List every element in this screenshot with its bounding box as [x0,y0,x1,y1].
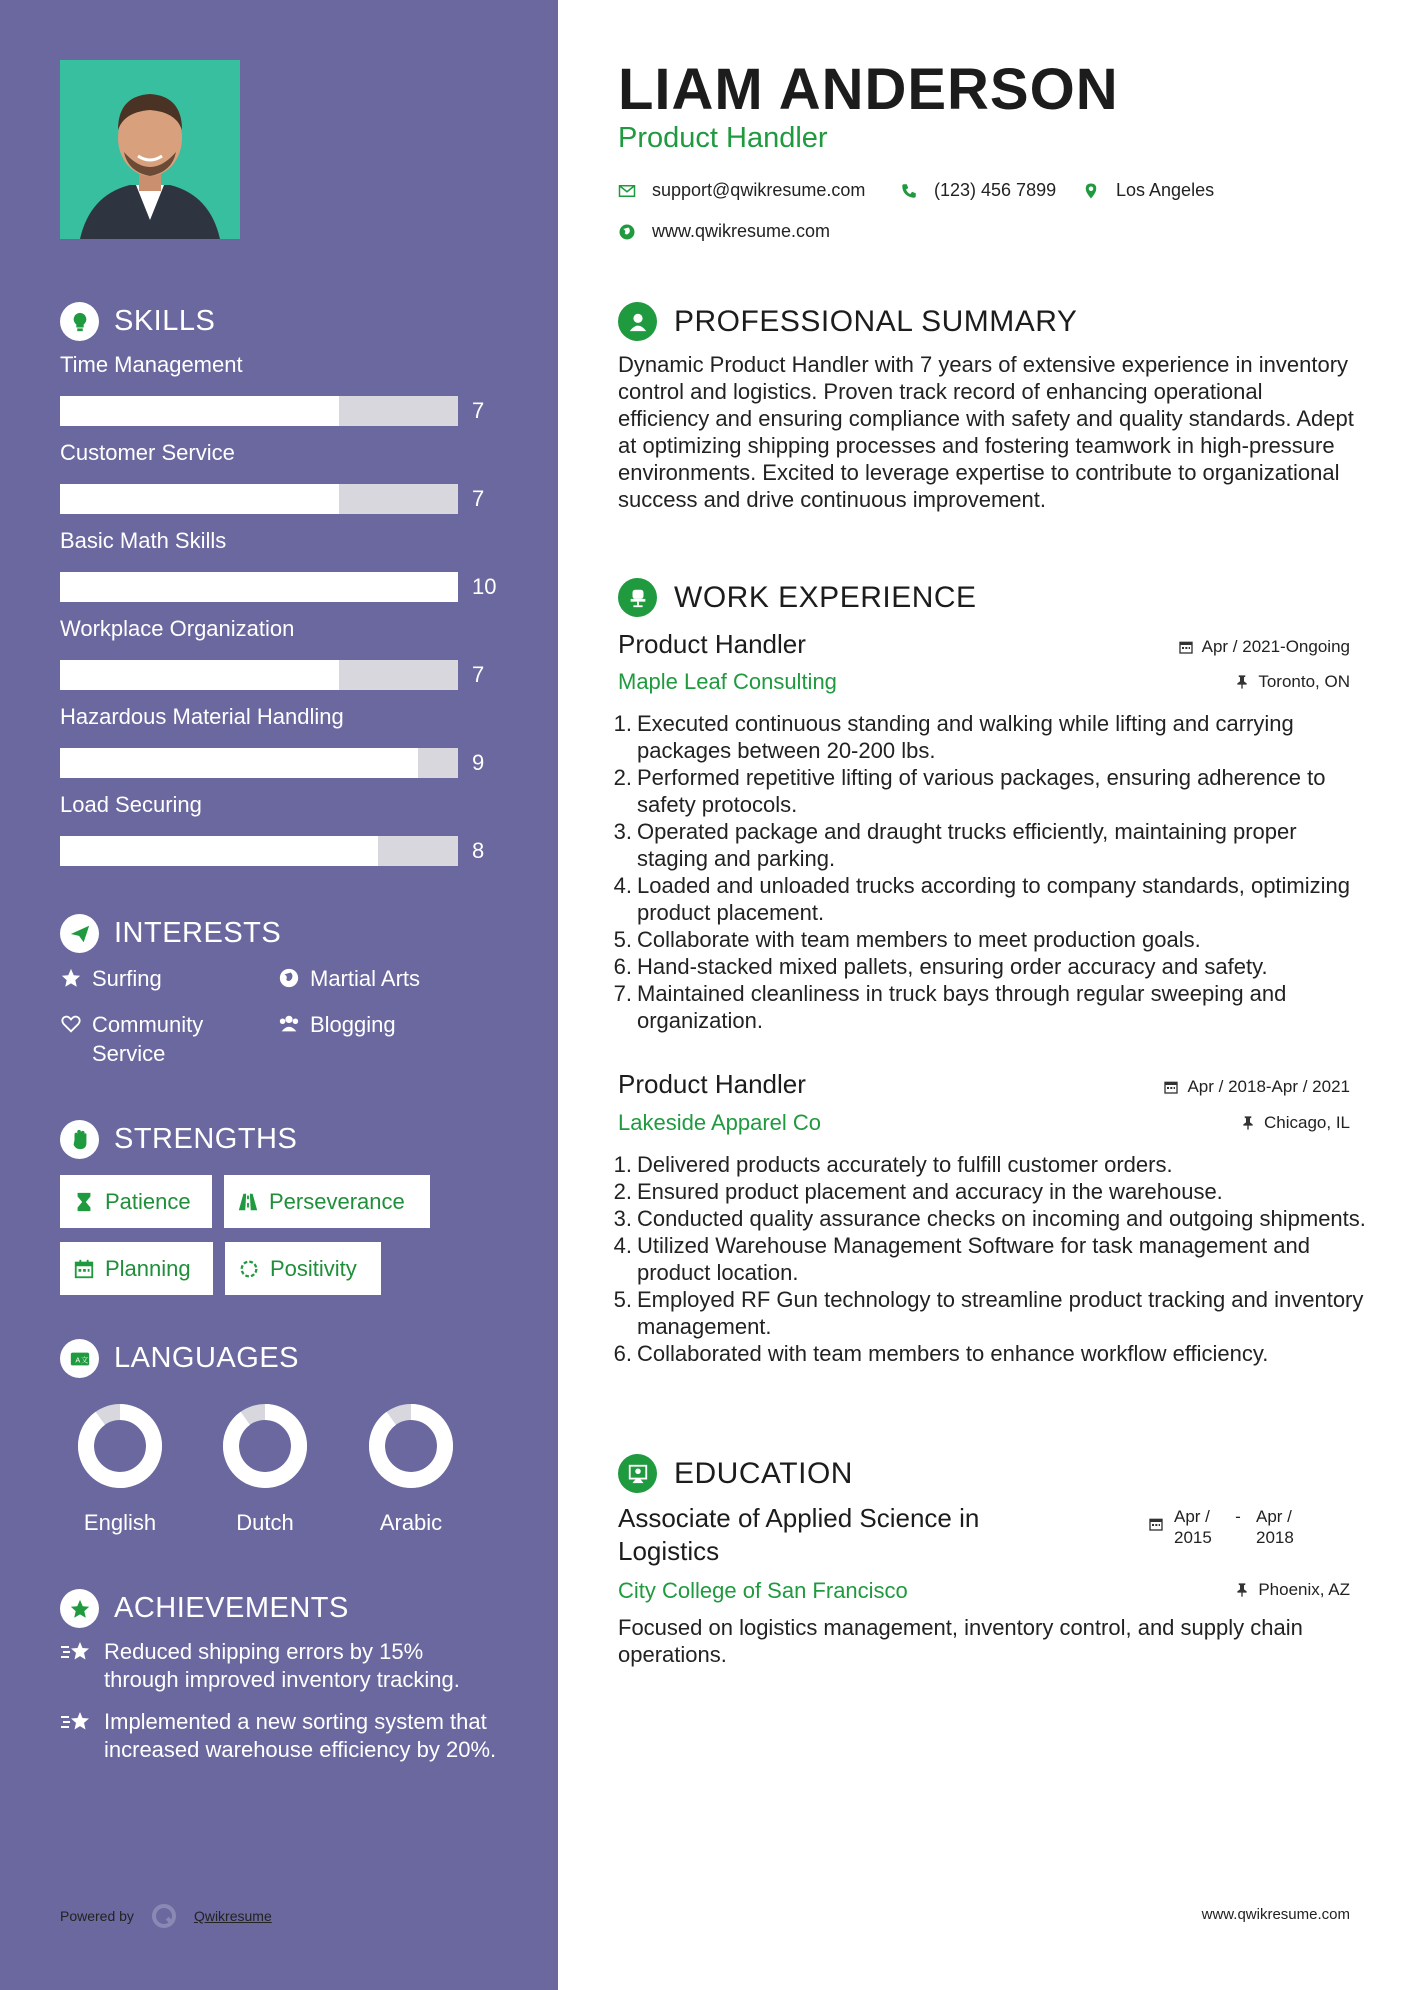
language-name: English [83,1510,157,1535]
summary-title: PROFESSIONAL SUMMARY [674,304,1078,338]
strengths-title: STRENGTHS [114,1123,298,1155]
graduation-icon [618,1454,657,1493]
hourglass-icon [73,1191,95,1213]
paper-plane-icon [60,914,99,953]
responsibility-text: Collaborate with team members to meet production goals. [637,927,1201,952]
list-number: 3. [613,819,632,844]
candidate-role: Product Handler [618,122,828,154]
language-ring [76,1402,164,1490]
pushpin-icon [1234,1582,1250,1598]
pushpin-icon [1240,1115,1256,1131]
list-number: 2. [613,765,632,790]
list-number: 1. [613,1152,632,1177]
skill-bar-fill [60,836,378,866]
list-number: 7. [613,981,632,1006]
language-icon [60,1339,99,1378]
responsibility-item [610,1232,1370,1286]
company-name: Maple Leaf Consulting [618,669,837,694]
skill-row [60,616,500,687]
skill-name: Customer Service [60,440,235,465]
skill-row [60,440,500,511]
skill-name: Hazardous Material Handling [60,704,344,729]
list-number: 5. [613,1287,632,1312]
calendar-icon [1148,1516,1164,1532]
responsibility-item [610,764,1370,818]
user-icon [618,302,657,341]
skill-value: 7 [472,486,485,511]
responsibility-text: Loaded and unloaded trucks according to company standards, optimizing product placement. [637,873,1351,925]
experience-heading [618,578,977,617]
shooting-star-icon [60,1638,92,1666]
interests-title: INTERESTS [114,917,282,949]
language-name: Dutch [236,1510,294,1535]
svg-text:文: 文 [80,1355,89,1365]
skill-row [60,792,500,863]
users-icon [278,1013,300,1035]
job-location: Toronto, ON [1234,672,1350,692]
job-responsibilities [610,710,1370,1034]
award-star-icon [60,1589,99,1628]
skill-value: 7 [472,662,485,687]
strength-patience: Patience [60,1175,212,1228]
map-pin-icon [1082,182,1100,200]
powered-label: Powered by [60,1908,134,1924]
main-content [558,0,1407,1990]
skill-bar [60,836,458,866]
company-name: Lakeside Apparel Co [618,1110,822,1135]
calendar-icon [1178,639,1194,655]
skill-bar-fill [60,396,339,426]
strength-positivity: Positivity [225,1242,381,1295]
shooting-star-icon [60,1708,92,1736]
responsibility-text: Utilized Warehouse Management Software for task management and product location. [637,1233,1310,1285]
contact-location: Los Angeles [1082,180,1214,201]
responsibility-text: Performed repetitive lifting of various packages, ensuring adherence to safety protocols. [637,765,1326,817]
interest-item-martial-arts: Martial Arts [278,964,420,993]
skill-name: Time Management [60,352,243,377]
skill-bar [60,484,458,514]
list-number: 6. [613,954,632,979]
languages-heading [60,1339,299,1378]
skill-bar-fill [60,484,339,514]
education-start: Apr / 2015 [1174,1507,1212,1547]
list-number: 4. [613,1233,632,1258]
profile-photo [60,60,240,239]
job-dates: Apr / 2021-Ongoing [1178,637,1350,657]
globe-icon [618,223,636,241]
skill-bar-fill [60,748,418,778]
achievements-title: ACHIEVEMENTS [114,1592,349,1624]
skill-bar [60,660,458,690]
skill-value: 7 [472,398,485,423]
job-location: Chicago, IL [1240,1113,1350,1133]
list-number: 6. [613,1341,632,1366]
envelope-icon [618,182,636,200]
skill-name: Workplace Organization [60,616,295,641]
skill-value: 8 [472,838,485,863]
hand-icon [60,1120,99,1159]
responsibility-item [610,1205,1370,1232]
responsibility-item [610,872,1370,926]
svg-text:A: A [74,1355,81,1365]
skill-value: 10 [472,574,497,599]
contact-email: support@qwikresume.com [618,180,865,201]
list-number: 2. [613,1179,632,1204]
road-icon [237,1191,259,1213]
job-title: Product Handler [618,1069,806,1099]
contact-phone: (123) 456 7899 [900,180,1056,201]
achievement-item: Implemented a new sorting system that increased warehouse efficiency by 20%. [60,1708,500,1764]
interest-item-surfing: Surfing [60,964,162,993]
interests-heading [60,914,281,953]
list-number: 5. [613,927,632,952]
education-heading [618,1454,853,1493]
responsibility-text: Operated package and draught trucks efficiently, maintaining proper staging and parking. [637,819,1297,871]
skill-bar [60,572,458,602]
globe-icon [278,967,300,989]
responsibility-text: Hand-stacked mixed pallets, ensuring order accuracy and safety. [637,954,1268,979]
job-dates: Apr / 2018-Apr / 2021 [1163,1077,1350,1097]
responsibility-item [610,980,1370,1034]
skills-heading [60,302,215,341]
briefcase-chair-icon [618,578,657,617]
powered-by [60,1902,272,1930]
interest-item-blogging: Blogging [278,1010,396,1039]
summary-text: Dynamic Product Handler with 7 years of extensive experience in inventory control and logistics. Proven track record of enhancing operational efficiency and ensuring compliance with safety and quality standards. Adept at optimizing shipping processes and fostering teamwork in high-pressure environments. Excited to leverage expertise to contribute to organizational success and drive continuous improvement. [618,352,1354,512]
responsibility-item [610,710,1370,764]
responsibility-text: Collaborated with team members to enhance workflow efficiency. [637,1341,1269,1366]
responsibility-text: Delivered products accurately to fulfill customer orders. [637,1152,1173,1177]
skill-value: 9 [472,750,485,775]
summary-heading [618,302,1077,341]
language-item [190,1402,340,1536]
pushpin-icon [1234,674,1250,690]
skill-name: Load Securing [60,792,202,817]
responsibility-item [610,1286,1370,1340]
languages-title: LANGUAGES [114,1342,299,1374]
skill-row [60,528,500,599]
education-location: Phoenix, AZ [1234,1580,1350,1600]
achievements-heading [60,1589,349,1628]
school-name: City College of San Francisco [618,1578,908,1603]
responsibility-text: Employed RF Gun technology to streamline product tracking and inventory management. [637,1287,1364,1339]
responsibility-item [610,926,1370,953]
language-ring [221,1402,309,1490]
responsibility-item [610,1340,1370,1367]
language-ring [367,1402,455,1490]
strength-planning: Planning [60,1242,213,1295]
qwikresume-link[interactable]: Qwikresume [193,1908,272,1924]
skills-title: SKILLS [114,305,216,337]
spinner-icon [238,1258,260,1280]
qwikresume-logo-icon [150,1902,178,1930]
skill-row [60,704,500,775]
education-end: Apr / 2018 [1256,1507,1294,1547]
candidate-name: LIAM ANDERSON [618,57,1119,122]
list-number: 4. [613,873,632,898]
skill-row [60,352,500,423]
experience-title: WORK EXPERIENCE [674,580,977,614]
strengths-heading [60,1120,297,1159]
responsibility-item [610,1151,1370,1178]
responsibility-text: Conducted quality assurance checks on incoming and outgoing shipments. [637,1206,1366,1231]
job-responsibilities [610,1151,1370,1367]
avatar [60,60,240,239]
calendar-icon [1163,1079,1179,1095]
footer-website[interactable]: www.qwikresume.com [1201,1906,1350,1923]
language-item [336,1402,486,1536]
skill-bar [60,396,458,426]
skill-name: Basic Math Skills [60,528,227,553]
degree-title: Associate of Applied Science in Logistics [618,1503,980,1566]
education-dates: Apr / 2015 - Apr / 2018 [1148,1506,1302,1548]
phone-icon [900,182,918,200]
lightbulb-icon [60,302,99,341]
responsibility-item [610,818,1370,872]
responsibility-text: Ensured product placement and accuracy in the warehouse. [637,1179,1223,1204]
interest-item-community-service: Community Service [60,1010,260,1068]
education-description: Focused on logistics management, inventory control, and supply chain operations. [618,1615,1303,1667]
education-title: EDUCATION [674,1456,853,1490]
responsibility-item [610,1178,1370,1205]
sidebar [0,0,558,1990]
responsibility-item [610,953,1370,980]
heart-icon [60,1013,82,1035]
skill-bar [60,748,458,778]
contact-website: www.qwikresume.com [618,221,830,242]
skill-bar-fill [60,660,339,690]
responsibility-text: Executed continuous standing and walking while lifting and carrying packages between 20-200 lbs. [637,711,1294,763]
star-icon [60,967,82,989]
list-number: 1. [613,711,632,736]
skill-bar-fill [60,572,458,602]
achievement-item: Reduced shipping errors by 15% through improved inventory tracking. [60,1638,500,1694]
responsibility-text: Maintained cleanliness in truck bays through regular sweeping and organization. [637,981,1287,1033]
strength-perseverance: Perseverance [224,1175,430,1228]
language-name: Arabic [379,1510,443,1535]
job-title: Product Handler [618,629,806,659]
language-item [45,1402,195,1536]
list-number: 3. [613,1206,632,1231]
calendar-icon [73,1258,95,1280]
